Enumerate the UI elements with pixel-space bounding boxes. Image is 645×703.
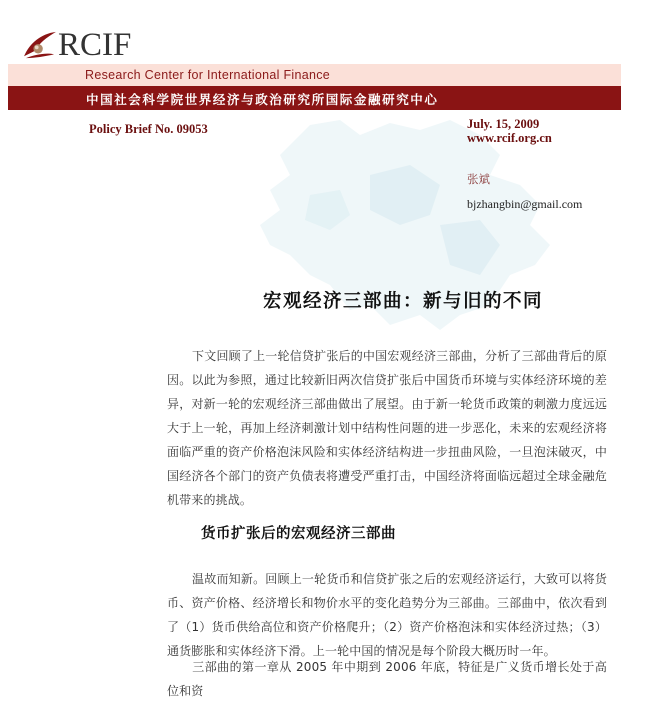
section-paragraph-2-text: 三部曲的第一章从 2005 年中期到 2006 年底，特征是广义货币增长处于高位和资 <box>167 660 607 698</box>
website-link[interactable]: www.rcif.org.cn <box>467 131 552 145</box>
abstract-paragraph <box>167 344 607 512</box>
org-name-en: Research Center for International Finance <box>85 68 331 82</box>
section-paragraph-1-text: 温故而知新。回顾上一轮货币和信贷扩张之后的宏观经济运行，大致可以将货币、资产价格、经济增长和物价水平的变化趋势分为三部曲。三部曲中，依次看到了（1）货币供给高位和资产价格爬升；（2）资产价格泡沫和实体经济过热；（3）通货膨胀和实体经济下滑。上一轮中国的情况是每个阶段大概历时一年。 <box>167 572 607 658</box>
author-name: 张斌 <box>467 172 490 186</box>
org-name-zh-band <box>8 86 621 110</box>
document-title: 宏观经济三部曲：新与旧的不同 <box>263 291 544 312</box>
rcif-swoosh-icon <box>22 30 58 60</box>
abstract-text: 下文回顾了上一轮信贷扩张后的中国宏观经济三部曲，分析了三部曲背后的原因。以此为参照，通过比较新旧两次信贷扩张后中国货币环境与实体经济环境的差异，对新一轮的宏观经济三部曲做出了展望。由于新一轮货币政策的刺激力度远远大于上一轮，再加上经济刺激计划中结构性问题的进一步恶化，未来的宏观经济将面临严重的资产价格泡沫风险和实体经济结构进一步扭曲风险，一旦泡沫破灭，中国经济各个部门的资产负债表将遭受严重打击，中国经济将面临远超过全球金融危机带来的挑战。 <box>167 349 607 507</box>
rcif-logo <box>22 28 131 62</box>
section-paragraph-2 <box>167 655 607 703</box>
section-paragraph-1 <box>167 567 607 663</box>
logo-text: RCIF <box>58 27 132 63</box>
publish-date: July. 15, 2009 <box>467 117 540 131</box>
policy-brief-number: Policy Brief No. 09053 <box>89 122 208 136</box>
org-name-en-band <box>8 64 621 86</box>
author-email[interactable]: bjzhangbin@gmail.com <box>467 197 583 211</box>
org-name-zh: 中国社会科学院世界经济与政治研究所国际金融研究中心 <box>86 92 439 107</box>
section-heading: 货币扩张后的宏观经济三部曲 <box>201 526 396 542</box>
